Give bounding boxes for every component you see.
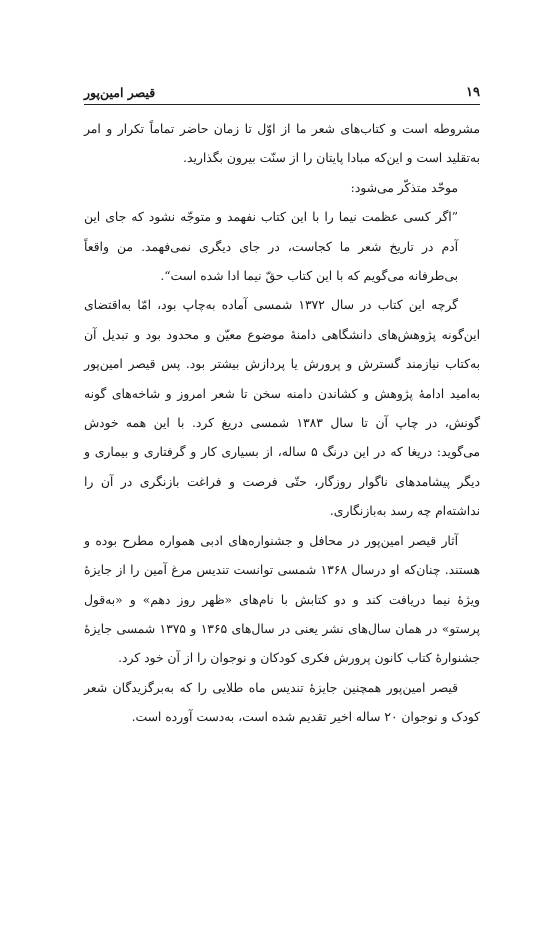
block-quote: ”اگر کسی عظمت نیما را با این کتاب نفهمد و متوجّه نشود که جای این آدم در تاریخ شعر ما کجاست، در جای دیگری نمی‌فهمد. من واقعاً بی‌طرفانه می‌گویم که با این کتاب حقّ نیما ادا شده است“.	[84, 210, 458, 284]
paragraph-intro-quote: موحّد متذکّر می‌شود:	[350, 180, 458, 195]
paragraph-golden-moon: قیصر امین‌پور همچنین جایزهٔ تندیس ماه طلایی را که به‌برگزیدگان شعر کودک و نوجوان ۲۰ ساله اخیر تقدیم شده است، به‌دست آورده است.	[84, 680, 480, 725]
paragraph-awards: آثار قیصر امین‌پور در محافل و جشنواره‌های ادبی همواره مطرح بوده و هستند. چنان‌که او درسال ۱۳۶۸ شمسی توانست تندیس مرغ آمین را از جایزهٔ ویژهٔ نیما دریافت کند و دو کتابش با نام‌های «ظهر روز دهم» و «به‌قول پرستو» در همان سال‌های نشر یعنی در سال‌های ۱۳۶۵ و ۱۳۷۵ شمسی جایزهٔ جشنوارهٔ کتاب کانون پرورش فکری کودکان و نوجوان را از آن خود کرد.	[84, 533, 480, 666]
book-page	[84, 78, 480, 733]
running-header	[84, 78, 480, 105]
page-number: ۱۹	[466, 85, 480, 100]
body-text	[84, 115, 480, 733]
paragraph-continuation: مشروطه است و کتاب‌های شعر ما از اوّل تا زمان حاضر تماماً تکرار و امر به‌تقلید است و این‌که مبادا پایتان را از سنّت بیرون بگذارید.	[84, 122, 480, 166]
header-title: قیصر امین‌پور	[84, 85, 156, 100]
paragraph-publication: گرچه این کتاب در سال ۱۳۷۲ شمسی آماده به‌چاپ بود، امّا به‌اقتضای این‌گونه پژوهش‌های دانشگاهی دامنهٔ موضوع معیّن و محدود بود و تبدیل آن به‌کتاب نیازمند گسترش و پرورش یا پردازش بیشتر بود. پس قیصر امین‌پور به‌امید ادامهٔ پژوهش و کشاندن دامنه سخن تا شعر امروز و شاخه‌های گونه گونش، در چاپ آن تا سال ۱۳۸۳ شمسی دریغ کرد. با این همه خودش می‌گوید: دریغا که در این درنگ ۵ ساله، از بسیاری کار و گرفتاری و بیماری و دیگر پیشامدهای ناگوار روزگار، حتّی فرصت و فراغت بازنگری در آن را نداشته‌ام چه رسد به‌بازنگاری.	[84, 298, 480, 519]
